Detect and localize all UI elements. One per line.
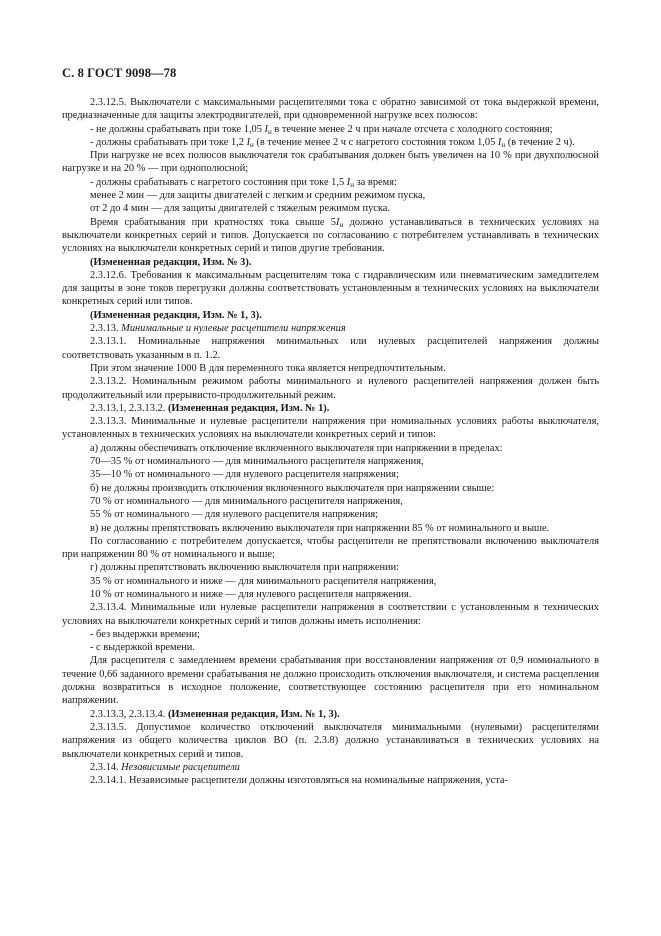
paragraph: - должны срабатывать при токе 1,2 $I_н$ (в течение менее 2 ч с нагретого состояния током 1,05 $I_н$ (в течение 2 ч). xyxy=(90,136,575,149)
paragraph: а) должны обеспечивать отключение включенного выключателя при напряжении в пределах: xyxy=(90,442,503,454)
amendment-note xyxy=(62,708,599,721)
amendment-note: (Измененная редакция, Изм. № 1, 3). xyxy=(90,309,262,321)
clause-numbers: 2.3.13.1, 2.3.13.2. xyxy=(90,402,168,414)
section-title: Независимые расцепители xyxy=(121,761,240,773)
paragraph: 35 % от номинального и ниже — для минимального расцепителя напряжения, xyxy=(90,575,437,587)
section-number: 2.3.13. xyxy=(90,323,122,335)
document-body xyxy=(62,96,599,787)
amendment-text: (Измененная редакция, Изм. № 1, 3). xyxy=(167,708,340,720)
paragraph: 2.3.13.4. Минимальные или нулевые расцепители напряжения в соответствии с установленным в технических условиях на выключатели конкретных серий и типов должны иметь исполнения: xyxy=(62,602,599,627)
paragraph: 55 % от номинального — для нулевого расцепителя напряжения; xyxy=(90,509,379,521)
paragraph: При нагрузке не всех полюсов выключателя ток срабатывания должен быть увеличен на 10 % при двухполюсной нагрузке и на 20 % — при однополюсной; xyxy=(62,150,599,175)
paragraph: 2.3.14.1. Независимые расцепители должны изготовляться на номинальные напряжения, уста- xyxy=(90,775,508,787)
section-heading xyxy=(62,761,599,774)
paragraph: б) не должны производить отключения включенного выключателя при напряжении свыше: xyxy=(90,482,495,494)
paragraph: - не должны срабатывать при токе 1,05 $I_н$ в течение менее 2 ч при начале отсчета с холодного состояния; xyxy=(90,123,553,136)
amendment-note: (Измененная редакция, Изм. № 3). xyxy=(90,256,252,268)
paragraph: менее 2 мин — для защиты двигателей с легким и средним режимом пуска, xyxy=(90,190,426,202)
paragraph: 70—35 % от номинального — для минимального расцепителя напряжения, xyxy=(90,456,424,468)
clause-numbers: 2.3.13.3, 2.3.13.4. xyxy=(90,708,168,720)
paragraph: в) не должны препятствовать включению выключателя при напряжении 85 % от номинального и выше. xyxy=(90,522,550,534)
paragraph: 10 % от номинального и ниже — для нулевого расцепителя напряжения. xyxy=(90,588,412,600)
amendment-note xyxy=(62,402,599,415)
paragraph: - с выдержкой времени. xyxy=(90,642,195,654)
paragraph: 35—10 % от номинального — для нулевого расцепителя напряжения; xyxy=(90,469,399,481)
paragraph: При этом значение 1000 В для переменного тока является непредпочтительным. xyxy=(90,362,446,374)
paragraph: 2.3.13.5. Допустимое количество отключений выключателя минимальными (нулевыми) расцепителями напряжения из общего количества циклов ВО (п. 2.3.8) должно устанавливаться в технических условиях на выключатели конкретных серий и типов. xyxy=(62,721,599,760)
paragraph: - должны срабатывать с нагретого состояния при токе 1,5 $I_н$ за время: xyxy=(90,176,397,189)
section-number: 2.3.14. xyxy=(90,761,122,773)
section-heading xyxy=(62,322,599,335)
paragraph: г) должны препятствовать включению выключателя при напряжении: xyxy=(90,562,400,574)
page-header: С. 8 ГОСТ 9098—78 xyxy=(62,66,177,80)
paragraph: 2.3.13.2. Номинальным режимом работы минимального и нулевого расцепителей напряжения должен быть продолжительный или прерывисто-продолжительный режим. xyxy=(62,376,599,401)
paragraph: от 2 до 4 мин — для защиты двигателей с тяжелым режимом пуска. xyxy=(90,203,391,215)
paragraph: 2.3.13.3. Минимальные и нулевые расцепители напряжения при номинальных условиях работы выключателя, установленных в технических условиях на выключатели конкретных серий и типов: xyxy=(62,416,599,441)
paragraph: 2.3.12.6. Требования к максимальным расцепителям тока с гидравлическим или пневматическим замедлителем для защиты в зоне токов перегрузки должны соответствовать установленным в технических условиях на выключатели конкретных серий или типов. xyxy=(62,269,599,308)
amendment-text: (Измененная редакция, Изм. № 1). xyxy=(167,402,330,414)
paragraph: 2.3.13.1. Номинальные напряжения минимальных или нулевых расцепителей напряжения должны соответствовать указанным в п. 1.2. xyxy=(62,336,599,361)
paragraph: Время срабатывания при кратностях тока свыше $5I_н$ должно устанавливаться в технических условиях на выключатели конкретных серий и типов. Допускается по согласованию с потребителем устанавливать в технических условиях на выключатели конкретных серий и типов другие требования. xyxy=(62,216,599,255)
paragraph: 70 % от номинального — для минимального расцепителя напряжения, xyxy=(90,495,403,507)
paragraph: По согласованию с потребителем допускается, чтобы расцепители не препятствовали включению выключателя при напряжении 80 % от номинального и выше; xyxy=(62,535,599,561)
section-title: Минимальные и нулевые расцепители напряжения xyxy=(121,323,346,335)
paragraph: - без выдержки времени; xyxy=(90,628,200,640)
paragraph: Для расцепителя с замедлением времени срабатывания при восстановлении напряжения от 0,9 номинального в течение 0,66 заданного времени срабатывания не должно происходить отключения выключателя, и система расцепления должна возвратиться в исходное положение, соответствующее состоянию расцепителя при его номинальном напряжении. xyxy=(62,655,599,707)
paragraph: 2.3.12.5. Выключатели с максимальными расцепителями тока с обратно зависимой от тока выдержкой времени, предназначенные для защиты электродвигателей, при одновременной нагрузке всех полюсов: xyxy=(62,97,599,122)
